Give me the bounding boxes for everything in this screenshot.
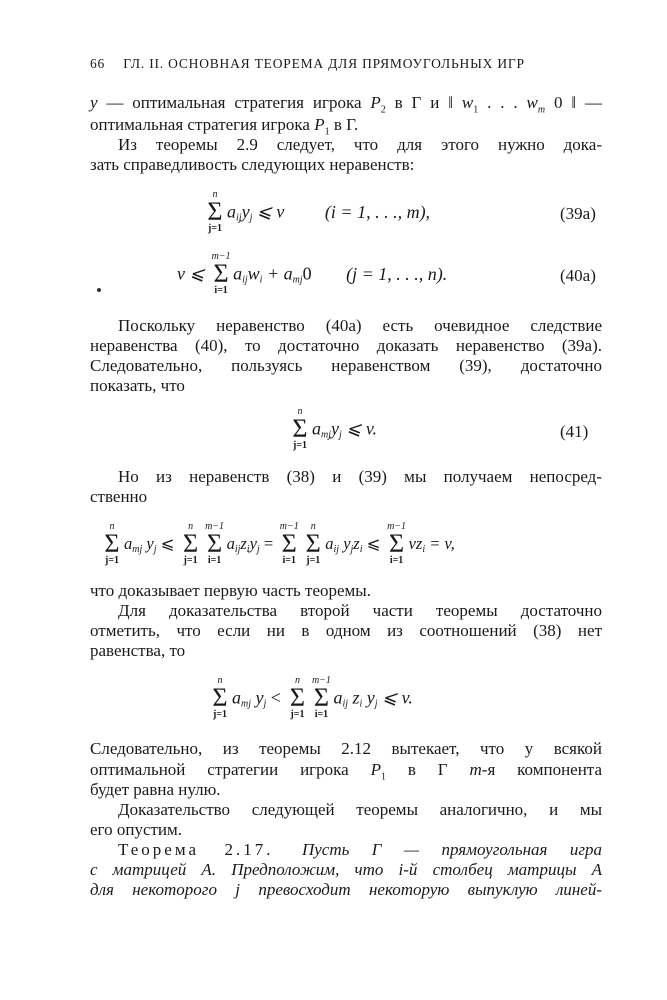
text-span: в Г и ‖: [385, 93, 462, 112]
sum-operator: m−1 Σ i=1: [387, 521, 407, 566]
equation-41: [288, 407, 377, 451]
sum-lower: j=1: [207, 223, 223, 234]
math-var: y: [142, 534, 154, 553]
math-relation: ⩽ v.: [377, 687, 413, 708]
subscript: mj: [321, 429, 331, 441]
sum-lower: j=1: [212, 709, 228, 720]
subscript: j: [263, 698, 267, 710]
sum-operator: n Σ j=1: [209, 676, 231, 720]
sum-operator: m−1 Σ i=1: [211, 251, 231, 296]
math-var: z: [240, 534, 247, 553]
math-relation: v ⩽: [177, 263, 205, 284]
subscript: j: [256, 544, 260, 556]
math-relation: = v,: [425, 534, 455, 553]
math-var: vz: [408, 534, 423, 553]
sum-upper: n: [212, 189, 218, 200]
subscript: mj: [132, 544, 143, 556]
theorem-text: Пусть Г — прямоугольная игра: [301, 840, 603, 859]
text-span: оптимальной стратегии игрока: [90, 760, 371, 779]
subscript: m: [537, 104, 546, 116]
subscript: i: [422, 544, 426, 556]
text-span: — оптимальная стратегия игрока: [97, 93, 371, 112]
text-span: -я компонента: [481, 760, 602, 779]
equation-chain: [100, 522, 455, 566]
math-var: a: [226, 534, 235, 553]
math-var: a: [232, 687, 241, 708]
text-line: ственно: [90, 487, 148, 506]
subscript: ij: [342, 698, 348, 710]
sum-operator: n Σ j=1: [180, 522, 202, 566]
text-line: равенства, то: [90, 641, 186, 660]
equation-number: (40a): [560, 266, 596, 285]
sum-operator: n Σ j=1: [302, 522, 324, 566]
sum-upper: n: [109, 521, 115, 532]
text-line: его опустим.: [90, 820, 183, 839]
sum-lower: j=1: [306, 555, 321, 566]
theorem-label: Теорема 2.17.: [118, 840, 274, 859]
equation-40a: [177, 252, 447, 296]
sum-operator: m−1 Σ i=1: [279, 521, 299, 566]
subscript: 1: [380, 771, 386, 783]
equation-39a: [203, 190, 430, 234]
text-line: зать справедливость следующих неравенств:: [90, 155, 415, 174]
math-var: y: [331, 418, 339, 439]
sum-upper: m−1: [279, 521, 299, 532]
text-line: Для доказательства второй части теоремы достаточно: [118, 601, 602, 620]
text-line: Поскольку неравенство (40a) есть очевидное следствие: [118, 316, 602, 335]
math-relation: =: [259, 534, 278, 553]
text-line: Доказательство следующей теоремы аналогично, и мы: [118, 800, 602, 819]
sum-upper: n: [188, 521, 194, 532]
sum-operator: n Σ j=1: [101, 522, 123, 566]
math-var: m: [469, 760, 482, 779]
text-span: . . .: [478, 93, 527, 112]
text-span: в Г.: [329, 115, 359, 134]
subscript: i: [359, 698, 363, 710]
sum-upper: n: [310, 521, 316, 532]
equation-strict: [208, 676, 413, 720]
subscript: mj: [241, 698, 251, 710]
subscript: ij: [234, 544, 241, 556]
math-var: a: [124, 534, 133, 553]
sum-operator: m−1 Σ i=1: [205, 521, 225, 566]
text-line: [118, 840, 602, 860]
math-var: w: [526, 93, 538, 112]
subscript: ij: [333, 544, 340, 556]
subscript: i: [359, 544, 363, 556]
math-var: y: [90, 93, 98, 112]
text-line: Следовательно, пользуясь неравенством (39), достаточно: [90, 356, 602, 375]
subscript: 2: [380, 104, 386, 116]
math-var: y: [362, 687, 375, 708]
math-var: P: [370, 760, 381, 779]
sum-operator: n Σ j=1: [286, 676, 308, 720]
print-speck: [97, 288, 101, 292]
math-var: z: [353, 534, 360, 553]
text-line: с матрицей A. Предположим, что i-й столбец матрицы A: [90, 860, 602, 879]
sum-lower: i=1: [389, 555, 404, 566]
math-range: (j = 1, . . ., n).: [346, 263, 448, 284]
sum-upper: m−1: [211, 251, 231, 262]
sum-lower: i=1: [207, 555, 222, 566]
sum-lower: j=1: [292, 440, 308, 451]
math-relation: ⩽ v.: [341, 418, 378, 439]
subscript: 1: [324, 126, 330, 138]
sum-operator: n Σ j=1: [289, 407, 311, 451]
sum-upper: m−1: [387, 521, 407, 532]
subscript: j: [249, 212, 253, 224]
subscript: j: [350, 544, 354, 556]
running-header: [90, 56, 602, 72]
math-var: y: [251, 687, 264, 708]
page-number: 66: [90, 56, 106, 71]
sum-lower: j=1: [104, 555, 120, 566]
equation-number: (39a): [560, 204, 596, 223]
subscript: mj: [292, 274, 303, 286]
math-var: y: [249, 534, 257, 553]
equation-number: (41): [560, 422, 589, 441]
subscript: i: [259, 274, 263, 286]
sum-upper: n: [294, 675, 300, 686]
text-span: в Г: [385, 760, 470, 779]
math-range: (i = 1, . . ., m),: [324, 201, 431, 222]
text-line: Но из неравенств (38) и (39) мы получаем непосред-: [118, 467, 602, 486]
subscript: i: [246, 544, 250, 556]
subscript: 1: [473, 104, 479, 116]
subscript: j: [374, 698, 378, 710]
sum-lower: i=1: [314, 709, 329, 720]
math-number: 0: [302, 263, 312, 284]
math-var: w: [461, 93, 474, 112]
math-relation: ⩽ v: [252, 201, 285, 222]
text-line: неравенства (40), то достаточно доказать неравенство (39a).: [90, 336, 602, 355]
subscript: j: [339, 429, 342, 441]
text-line: Из теоремы 2.9 следует, что для этого нужно дока-: [118, 135, 602, 154]
sum-lower: i=1: [214, 285, 228, 296]
math-var: w: [247, 263, 260, 284]
text-line: для некоторого j превосходит некоторую выпуклую линей-: [90, 880, 602, 899]
math-var: a: [233, 263, 243, 284]
text-line: Следовательно, из теоремы 2.12 вытекает, что у всякой: [90, 739, 602, 758]
subscript: ij: [236, 212, 242, 224]
sum-lower: j=1: [290, 709, 305, 720]
sum-operator: n Σ j=1: [204, 190, 226, 234]
text-span: оптимальная стратегия игрока: [90, 115, 315, 134]
math-var: P: [370, 93, 381, 112]
sum-upper: n: [217, 675, 223, 686]
math-var: P: [314, 115, 325, 134]
text-line: показать, что: [90, 376, 185, 395]
math-var: a: [312, 418, 321, 439]
subscript: ij: [242, 274, 248, 286]
sum-lower: j=1: [183, 555, 198, 566]
math-var: y: [241, 201, 250, 222]
chapter-title: ГЛ. II. ОСНОВНАЯ ТЕОРЕМА ДЛЯ ПРЯМОУГОЛЬНЫХ ИГР: [123, 56, 525, 71]
subscript: j: [153, 544, 157, 556]
text-line: что доказывает первую часть теоремы.: [90, 581, 371, 600]
text-line: будет равна нулю.: [90, 780, 221, 799]
math-var: a: [325, 534, 334, 553]
math-relation: <: [266, 687, 286, 708]
sum-upper: m−1: [205, 521, 225, 532]
sum-lower: i=1: [282, 555, 296, 566]
math-var: a: [227, 201, 236, 222]
sum-operator: m−1 Σ i=1: [311, 675, 331, 720]
math-relation: ⩽: [156, 534, 179, 553]
math-var: y: [339, 534, 351, 553]
math-var: a: [333, 687, 343, 708]
sum-upper: m−1: [311, 675, 331, 686]
text-line: отметить, что если ни в одном из соотношений (38) нет: [90, 621, 602, 640]
math-var: z: [348, 687, 360, 708]
sum-upper: n: [297, 406, 303, 417]
math-relation: ⩽: [362, 534, 385, 553]
math-var: + a: [262, 263, 293, 284]
text-span: 0 ‖ —: [545, 93, 602, 112]
